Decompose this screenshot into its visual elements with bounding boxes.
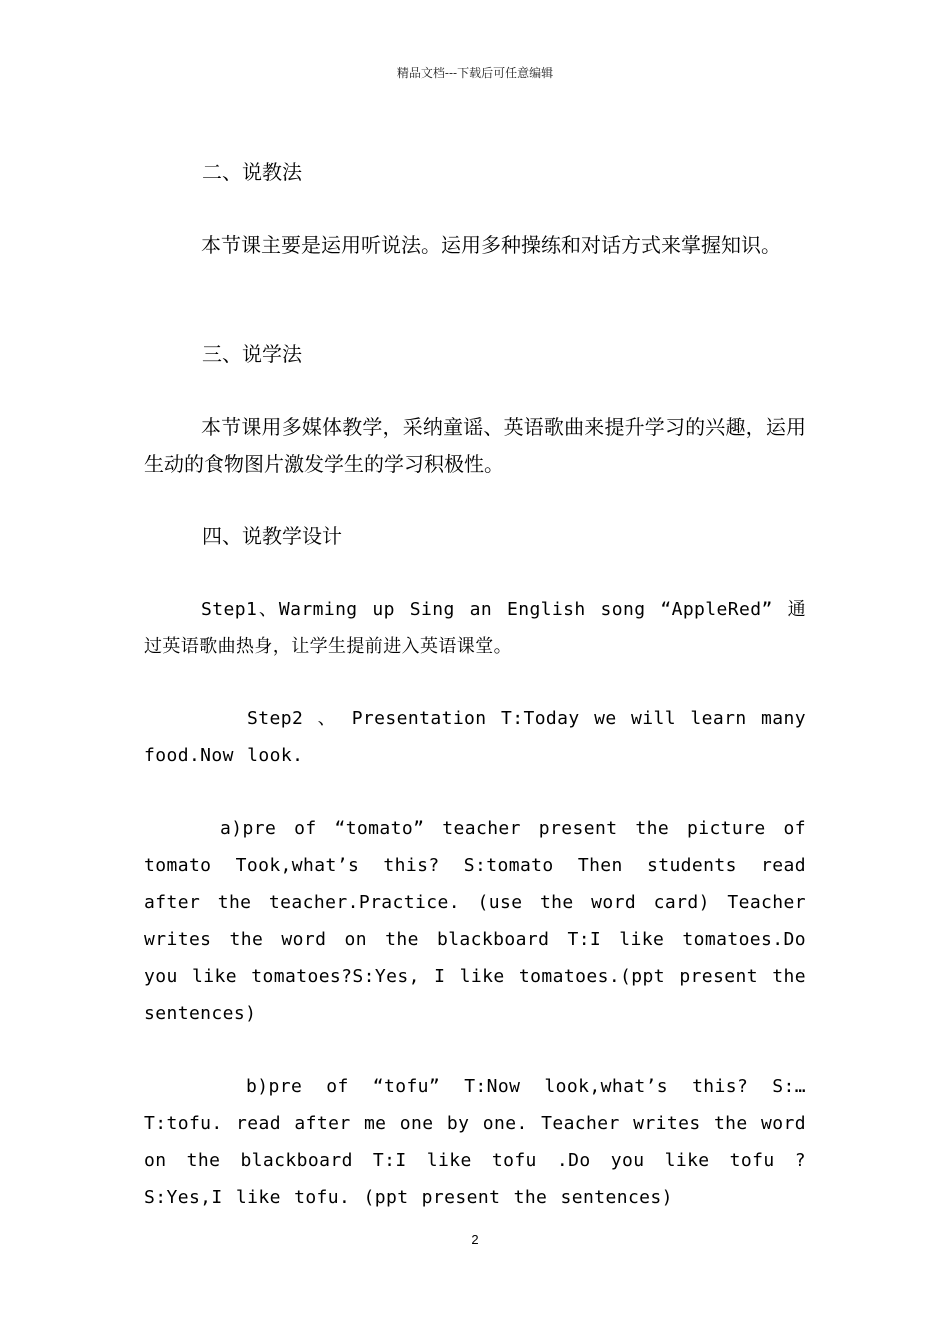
paragraph-step-b: b)pre of “tofu” T:Now look,what’s this? S:… T:tofu. read after me one by one. Teacher writes the word on the blackboard T:I like tofu .Do you like tofu ? S:Yes,I like tofu. (ppt present the sentences): [144, 1076, 806, 1208]
section-heading-teaching-method: 二、说教法: [202, 160, 302, 184]
paragraph-learning-method: 本节课用多媒体教学，采纳童谣、英语歌曲来提升学习的兴趣，运用生动的食物图片激发学生的学习积极性。: [144, 415, 806, 476]
section-heading-learning-method: 三、说学法: [202, 342, 302, 366]
paragraph-step1: Step1、Warming up Sing an English song “AppleRed” 通过英语歌曲热身，让学生提前进入英语课堂。: [144, 599, 806, 657]
page-header: 精品文档---下载后可任意编辑: [396, 66, 554, 80]
paragraph-step2: Step2 、 Presentation T:Today we will learn many food.Now look.: [144, 708, 806, 766]
paragraph-teaching-method: 本节课主要是运用听说法。运用多种操练和对话方式来掌握知识。: [201, 233, 781, 257]
paragraph-step-a: a)pre of “tomato” teacher present the picture of tomato Took,what’s this? S:tomato Then students read after the teacher.Practice. (use the word card) Teacher writes the word on the blackboard T:I like tomatoes.Do you like tomatoes?S:Yes, I like tomatoes.(ppt present the sentences): [144, 818, 806, 1024]
page-number: 2: [471, 1232, 479, 1247]
section-heading-teaching-design: 四、说教学设计: [202, 524, 342, 548]
